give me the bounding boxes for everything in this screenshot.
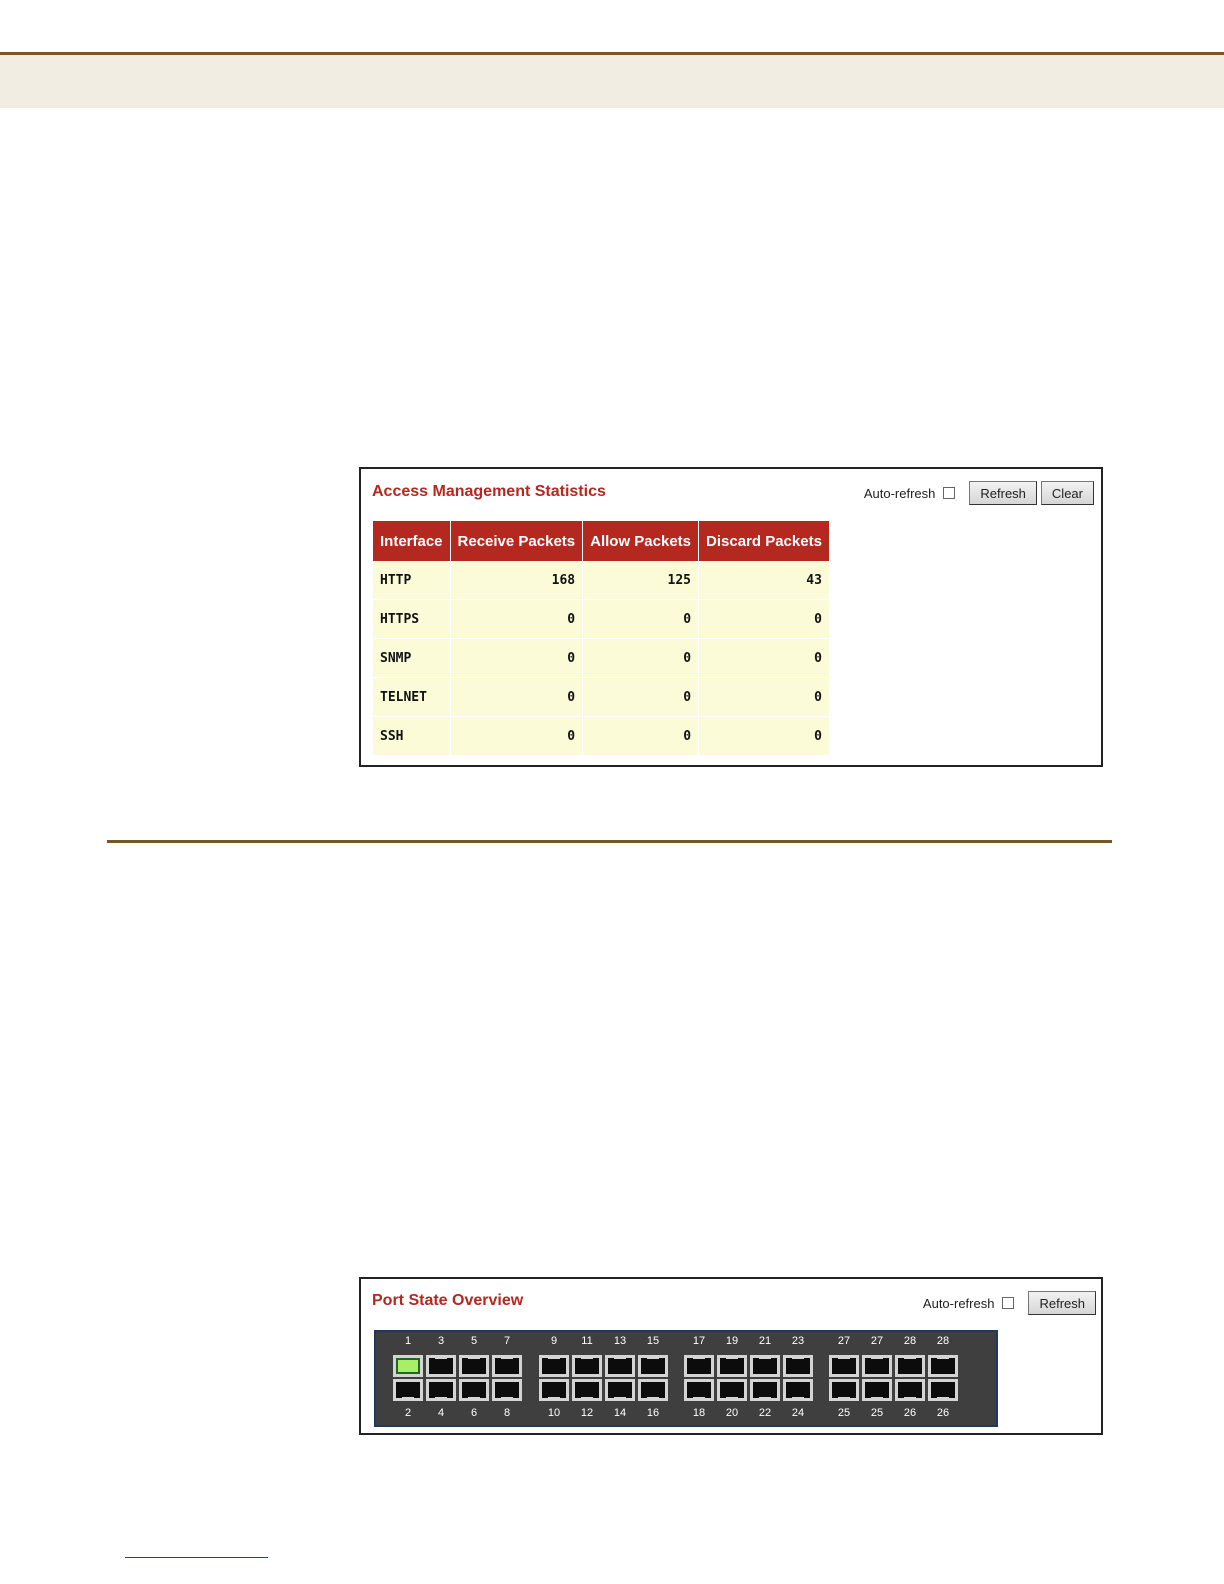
allow-packets-cell: 0 [583, 600, 698, 639]
port-latch-notch [871, 1355, 883, 1359]
port-latch-notch [871, 1397, 883, 1401]
port-16-bottom[interactable] [638, 1379, 668, 1401]
column-header-receive-packets: Receive Packets [451, 521, 583, 561]
port-17-top[interactable] [684, 1355, 714, 1377]
discard-packets-cell: 0 [699, 678, 829, 717]
port-number-label: 4 [437, 1407, 445, 1419]
port-7-top[interactable] [492, 1355, 522, 1377]
port-number-label: 2 [404, 1407, 412, 1419]
rj45-port-icon [753, 1382, 777, 1398]
port-latch-notch [581, 1355, 593, 1359]
panel-controls [923, 1291, 1096, 1315]
port-2-bottom[interactable] [393, 1379, 423, 1401]
discard-packets-cell: 0 [699, 600, 829, 639]
port-number-label: 3 [437, 1335, 445, 1347]
rj45-port-icon [865, 1358, 889, 1374]
port-number-label: 15 [646, 1335, 660, 1347]
port-26-bottom[interactable] [928, 1379, 958, 1401]
receive-packets-cell: 0 [451, 717, 583, 756]
rj45-port-icon [462, 1358, 486, 1374]
port-number-label: 18 [692, 1407, 706, 1419]
port-number-label: 27 [870, 1335, 884, 1347]
interface-cell: SNMP [373, 639, 450, 678]
rj45-port-icon [462, 1382, 486, 1398]
port-number-label: 23 [791, 1335, 805, 1347]
port-number-label: 26 [936, 1407, 950, 1419]
auto-refresh-label: Auto-refresh [922, 1295, 995, 1311]
port-number-label: 14 [613, 1407, 627, 1419]
rj45-port-icon [753, 1358, 777, 1374]
rj45-port-icon [931, 1382, 955, 1398]
table-row [373, 678, 829, 717]
rj45-port-icon [687, 1382, 711, 1398]
port-latch-notch [693, 1397, 705, 1401]
port-latch-notch [501, 1355, 513, 1359]
port-28-top[interactable] [928, 1355, 958, 1377]
port-number-label: 10 [547, 1407, 561, 1419]
port-8-bottom[interactable] [492, 1379, 522, 1401]
header-band [0, 55, 1224, 108]
port-12-bottom[interactable] [572, 1379, 602, 1401]
rj45-port-icon [542, 1382, 566, 1398]
port-9-top[interactable] [539, 1355, 569, 1377]
port-latch-notch [647, 1397, 659, 1401]
port-latch-notch [726, 1397, 738, 1401]
rj45-port-icon [575, 1358, 599, 1374]
rj45-port-icon [396, 1382, 420, 1398]
refresh-button[interactable]: Refresh [1028, 1291, 1096, 1315]
table-row [373, 639, 829, 678]
access-stats-table [372, 521, 830, 756]
column-header-discard-packets: Discard Packets [699, 521, 829, 561]
port-28-top[interactable] [895, 1355, 925, 1377]
port-1-top[interactable] [393, 1355, 423, 1377]
port-number-label: 11 [581, 1335, 593, 1347]
port-latch-notch [435, 1397, 447, 1401]
allow-packets-cell: 125 [583, 561, 698, 600]
port-number-label: 24 [791, 1407, 805, 1419]
port-latch-notch [904, 1397, 916, 1401]
port-19-top[interactable] [717, 1355, 747, 1377]
port-latch-notch [693, 1355, 705, 1359]
rj45-port-icon [720, 1358, 744, 1374]
interface-cell: SSH [373, 717, 450, 756]
rj45-port-icon [396, 1358, 420, 1374]
receive-packets-cell: 0 [451, 600, 583, 639]
port-latch-notch [937, 1397, 949, 1401]
port-latch-notch [726, 1355, 738, 1359]
port-20-bottom[interactable] [717, 1379, 747, 1401]
port-13-top[interactable] [605, 1355, 635, 1377]
port-27-top[interactable] [829, 1355, 859, 1377]
rj45-port-icon [575, 1382, 599, 1398]
port-number-label: 17 [692, 1335, 706, 1347]
rj45-port-icon [495, 1358, 519, 1374]
rj45-port-icon [608, 1382, 632, 1398]
allow-packets-cell: 0 [583, 717, 698, 756]
rj45-port-icon [429, 1382, 453, 1398]
port-number-label: 27 [837, 1335, 851, 1347]
port-latch-notch [838, 1355, 850, 1359]
table-row [373, 561, 829, 600]
port-3-top[interactable] [426, 1355, 456, 1377]
port-23-top[interactable] [783, 1355, 813, 1377]
port-latch-notch [759, 1355, 771, 1359]
interface-cell: HTTPS [373, 600, 450, 639]
rj45-port-icon [786, 1358, 810, 1374]
port-24-bottom[interactable] [783, 1379, 813, 1401]
port-latch-notch [581, 1397, 593, 1401]
discard-packets-cell: 0 [699, 717, 829, 756]
footer-link-underline [125, 1557, 268, 1558]
receive-packets-cell: 0 [451, 678, 583, 717]
port-number-label: 9 [550, 1335, 558, 1347]
port-latch-notch [614, 1355, 626, 1359]
port-number-label: 21 [758, 1335, 772, 1347]
access-management-statistics-panel [359, 467, 1103, 767]
port-number-label: 1 [404, 1335, 412, 1347]
interface-cell: TELNET [373, 678, 450, 717]
port-latch-notch [548, 1397, 560, 1401]
port-number-label: 5 [470, 1335, 478, 1347]
port-number-label: 28 [903, 1335, 917, 1347]
port-number-label: 20 [725, 1407, 739, 1419]
section-divider [107, 840, 1112, 843]
port-18-bottom[interactable] [684, 1379, 714, 1401]
allow-packets-cell: 0 [583, 639, 698, 678]
port-25-bottom[interactable] [862, 1379, 892, 1401]
column-header-interface: Interface [373, 521, 450, 561]
port-latch-notch [647, 1355, 659, 1359]
port-number-label: 8 [503, 1407, 511, 1419]
interface-cell: HTTP [373, 561, 450, 600]
port-number-label: 26 [903, 1407, 917, 1419]
port-26-bottom[interactable] [895, 1379, 925, 1401]
table-row [373, 600, 829, 639]
rj45-port-icon [931, 1358, 955, 1374]
rj45-port-icon [832, 1358, 856, 1374]
port-number-label: 7 [503, 1335, 511, 1347]
rj45-port-icon [641, 1358, 665, 1374]
rj45-port-icon [898, 1358, 922, 1374]
port-11-top[interactable] [572, 1355, 602, 1377]
port-latch-notch [904, 1355, 916, 1359]
refresh-button[interactable]: Refresh [969, 481, 1037, 505]
rj45-port-icon [608, 1358, 632, 1374]
port-15-top[interactable] [638, 1355, 668, 1377]
port-number-label: 16 [646, 1407, 660, 1419]
rj45-port-icon [786, 1382, 810, 1398]
port-number-label: 22 [758, 1407, 772, 1419]
port-latch-notch [792, 1397, 804, 1401]
port-number-label: 19 [725, 1335, 739, 1347]
port-number-label: 6 [470, 1407, 478, 1419]
auto-refresh-label: Auto-refresh [863, 485, 936, 501]
port-number-label: 12 [580, 1407, 594, 1419]
port-4-bottom[interactable] [426, 1379, 456, 1401]
rj45-port-icon [687, 1358, 711, 1374]
port-27-top[interactable] [862, 1355, 892, 1377]
port-latch-notch [759, 1397, 771, 1401]
port-10-bottom[interactable] [539, 1379, 569, 1401]
receive-packets-cell: 0 [451, 639, 583, 678]
port-number-label: 25 [870, 1407, 884, 1419]
port-number-label: 25 [837, 1407, 851, 1419]
port-number-label: 13 [613, 1335, 627, 1347]
port-latch-notch [468, 1355, 480, 1359]
allow-packets-cell: 0 [583, 678, 698, 717]
panel-title: Access Management Statistics [372, 483, 606, 500]
port-latch-notch [501, 1397, 513, 1401]
panel-controls [864, 481, 1094, 505]
rj45-port-icon [429, 1358, 453, 1374]
discard-packets-cell: 0 [699, 639, 829, 678]
port-latch-notch [792, 1355, 804, 1359]
port-22-bottom[interactable] [750, 1379, 780, 1401]
switch-port-chassis [374, 1330, 998, 1427]
receive-packets-cell: 168 [451, 561, 583, 600]
discard-packets-cell: 43 [699, 561, 829, 600]
clear-button[interactable]: Clear [1041, 481, 1094, 505]
rj45-port-icon [832, 1382, 856, 1398]
table-row [373, 717, 829, 756]
auto-refresh-checkbox[interactable] [1002, 1297, 1014, 1309]
table-header-row [373, 521, 829, 561]
port-latch-notch [838, 1397, 850, 1401]
port-14-bottom[interactable] [605, 1379, 635, 1401]
port-number-label: 28 [936, 1335, 950, 1347]
port-5-top[interactable] [459, 1355, 489, 1377]
column-header-allow-packets: Allow Packets [583, 521, 698, 561]
panel-title: Port State Overview [372, 1292, 524, 1309]
rj45-port-icon [865, 1382, 889, 1398]
auto-refresh-checkbox[interactable] [943, 487, 955, 499]
port-latch-notch [435, 1355, 447, 1359]
rj45-port-icon [542, 1358, 566, 1374]
port-6-bottom[interactable] [459, 1379, 489, 1401]
port-state-overview-panel [359, 1277, 1103, 1435]
port-latch-notch [614, 1397, 626, 1401]
rj45-port-icon [898, 1382, 922, 1398]
port-latch-notch [548, 1355, 560, 1359]
port-25-bottom[interactable] [829, 1379, 859, 1401]
port-21-top[interactable] [750, 1355, 780, 1377]
rj45-port-icon [641, 1382, 665, 1398]
port-latch-notch [468, 1397, 480, 1401]
port-latch-notch [402, 1397, 414, 1401]
rj45-port-icon [720, 1382, 744, 1398]
rj45-port-icon [495, 1382, 519, 1398]
port-latch-notch [937, 1355, 949, 1359]
